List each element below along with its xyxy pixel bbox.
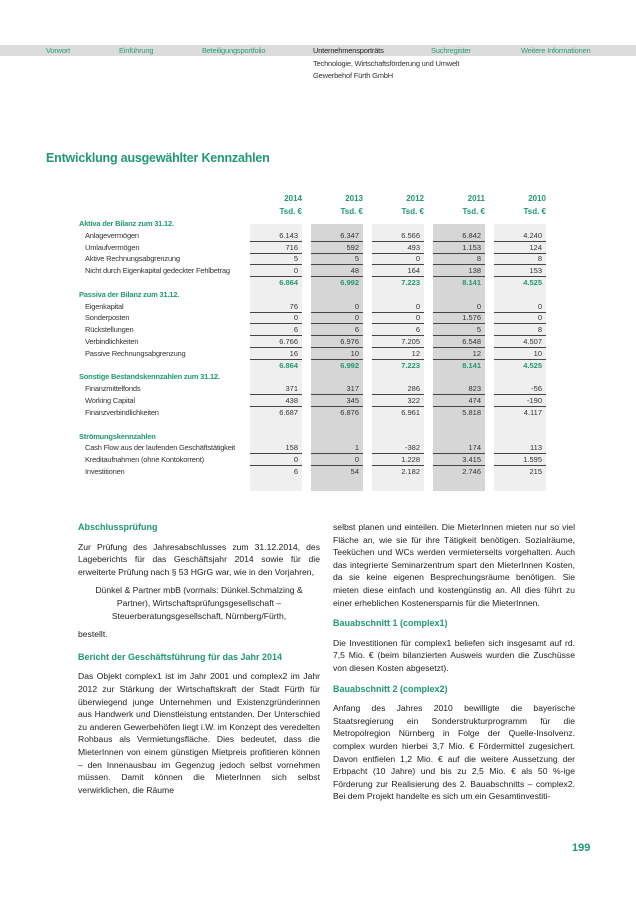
table-cell: 493 [407, 242, 420, 252]
table-cell: 716 [285, 242, 298, 252]
unit-header: Tsd. € [401, 207, 424, 216]
table-cell: 158 [285, 443, 298, 453]
section-heading: Strömungskennzahlen [79, 431, 156, 441]
paragraph-auditor: Dünkel & Partner mbB (vormals: Dünkel.Schmalzing & Partner), Wirtschaftsprüfungsgesellschaft – Steuerberatungsgesellschaft, Nürnberg/Fürth, [95, 585, 303, 621]
year-header: 2012 [406, 194, 424, 203]
row-label: Rückstellungen [85, 325, 134, 335]
row-label: Verbindlichkeiten [85, 337, 139, 346]
total-cell: 6.992 [340, 360, 359, 370]
table-cell: 174 [468, 443, 481, 453]
table-cell: 138 [468, 266, 481, 276]
table-cell: 0 [293, 455, 298, 465]
table-cell: 6 [293, 325, 298, 335]
table-cell: 8 [537, 325, 542, 335]
table-cell: 10 [350, 348, 359, 358]
table-cell: 76 [289, 301, 298, 311]
paragraph-continued: selbst planen und einteilen. Die MieterInnen mieten nur so viel Fläche an, wie sie für ihre Tätigkeit benötigen. Sozialräume, Teeküchen und WCs werden vermieterseits vorgehalten. Auch das integrierte Seminarzentrum spart den MieterInnen Kosten, da sie keine eigenen Besprechungsräume benötigen. Sie mieten diese einfach und kostengünstig an. All dies führt zu einer erheblichen Kostenersparnis für die MieterInnen. [333, 522, 575, 608]
table-cell: 5 [354, 254, 359, 264]
table-cell: 6 [415, 325, 420, 335]
table-cell: 474 [468, 396, 481, 405]
section-heading: Aktiva der Bilanz zum 31.12. [79, 219, 174, 228]
table-cell: 0 [537, 313, 542, 323]
breadcrumb-category: Technologie, Wirtschaftsförderung und Umwelt [313, 59, 460, 68]
table-cell: 322 [407, 396, 420, 405]
nav-item-suchregister[interactable]: Suchregister [431, 46, 471, 55]
table-cell: 0 [415, 301, 420, 311]
table-cell: -382 [404, 443, 420, 453]
table-cell: 6.876 [340, 407, 359, 417]
row-label: Umlaufvermögen [85, 242, 140, 252]
table-cell: 1.576 [462, 313, 481, 323]
paragraph-bestellt: bestellt. [78, 629, 108, 640]
table-cell: 0 [415, 313, 420, 323]
row-label: Investitionen [85, 467, 125, 476]
table-cell: 6 [293, 467, 298, 476]
row-label: Working Capital [85, 396, 135, 405]
nav-item-unternehmensportraets[interactable]: Unternehmensporträts [313, 46, 384, 55]
heading-abschlusspruefung: Abschlussprüfung [78, 522, 158, 532]
table-cell: 2.182 [401, 467, 420, 476]
table-cell: 215 [529, 467, 542, 476]
table-cell: 317 [346, 384, 359, 394]
total-cell: 4.525 [523, 278, 542, 287]
table-cell: 823 [468, 384, 481, 394]
table-cell: 6.842 [462, 230, 481, 240]
section-heading: Passiva der Bilanz zum 31.12. [79, 289, 180, 299]
nav-item-vorwort[interactable]: Vorwort [46, 46, 71, 55]
table-cell: 6.566 [401, 230, 420, 240]
table-cell: 10 [533, 348, 542, 358]
total-cell: 7.223 [401, 360, 420, 370]
table-cell: 0 [293, 266, 298, 276]
section-heading: Sonstige Bestandskennzahlen zum 31.12. [79, 372, 220, 382]
year-header: 2014 [284, 194, 302, 203]
year-header: 2011 [467, 194, 485, 203]
table-cell: 7.205 [401, 337, 420, 346]
table-cell: 6.143 [279, 230, 298, 240]
table-cell: 6.961 [401, 407, 420, 417]
table-cell: 592 [346, 242, 359, 252]
table-cell: 3.415 [462, 455, 481, 465]
table-cell: 286 [407, 384, 420, 394]
total-cell: 6.864 [279, 278, 298, 287]
row-label: Eigenkapital [85, 301, 124, 311]
table-cell: 345 [346, 396, 359, 405]
nav-item-beteiligungsportfolio[interactable]: Beteiligungsportfolio [202, 46, 266, 55]
table-cell: 371 [285, 384, 298, 394]
row-label: Sonderposten [85, 313, 130, 323]
unit-header: Tsd. € [462, 207, 485, 216]
table-cell: 164 [407, 266, 420, 276]
table-cell: 1.153 [462, 242, 481, 252]
table-cell: 0 [537, 301, 542, 311]
unit-header: Tsd. € [340, 207, 363, 216]
total-cell: 8.141 [462, 278, 481, 287]
heading-bauabschnitt-1: Bauabschnitt 1 (complex1) [333, 618, 448, 629]
table-cell: 153 [529, 266, 542, 276]
unit-header: Tsd. € [523, 207, 546, 216]
nav-item-weitere-informationen[interactable]: Weitere Informationen [521, 46, 591, 55]
table-cell: 4.117 [523, 407, 542, 417]
table-cell: 113 [530, 443, 542, 453]
paragraph-bauabschnitt-2: Anfang des Jahres 2010 bewilligte die bayerische Staatsregierung ein Sonderstrukturprogramm für die Metropolregion Nürnberg in Folge der Quelle-Insolvenz. complex wurden hierbei 3,7 Mio. € Fördermittel zugesichert. Davon entfielen 1,2 Mio. € auf die weitere Aussetzung der Erbpacht (10 Jahre) und bis zu 2,5 Mio. € als 50 %-ige Förderung zur Realisierung des 2. Bauabschnitts – complex2. Bei dem Projekt handelte es sich um ein Gesamtinvestiti- [333, 703, 575, 802]
table-cell: 48 [350, 266, 359, 276]
total-cell: 6.992 [340, 278, 359, 287]
table-cell: 16 [289, 348, 298, 358]
table-cell: 6.347 [340, 230, 359, 240]
total-cell: 6.864 [279, 360, 298, 370]
table-cell: 5.818 [462, 407, 481, 417]
table-cell: -190 [526, 396, 542, 405]
table-cell: 4.507 [523, 337, 542, 346]
heading-bericht: Bericht der Geschäftsführung für das Jahr 2014 [78, 651, 283, 662]
total-cell: 7.223 [401, 278, 420, 287]
table-cell: 8 [476, 254, 481, 264]
table-cell: 0 [354, 313, 359, 323]
table-cell: 4.240 [523, 230, 542, 240]
table-cell: 0 [354, 301, 359, 311]
table-cell: 12 [411, 348, 420, 358]
breadcrumb-company: Gewerbehof Fürth GmbH [313, 71, 393, 80]
table-cell: -56 [531, 384, 542, 394]
top-navigation [0, 45, 636, 56]
table-cell: 0 [293, 313, 298, 323]
year-header: 2013 [345, 194, 363, 203]
page-number: 199 [572, 842, 591, 854]
unit-header: Tsd. € [279, 207, 302, 216]
row-label: Aktive Rechnungsabgrenzung [85, 254, 180, 264]
row-label: Passive Rechnungsabgrenzung [85, 348, 186, 358]
table-cell: 2.746 [462, 467, 481, 476]
row-label: Kreditaufnahmen (ohne Kontokorrent) [85, 455, 204, 465]
table-cell: 5 [293, 254, 298, 264]
row-label: Anlagevermögen [85, 230, 139, 240]
table-cell: 1.228 [401, 455, 420, 465]
table-cell: 0 [354, 455, 359, 465]
page-title: Entwicklung ausgewählter Kennzahlen [46, 151, 270, 165]
nav-item-einfuehrung[interactable]: Einführung [119, 46, 154, 55]
table-cell: 8 [537, 254, 542, 264]
table-cell: 54 [350, 467, 359, 476]
left-text-column [78, 521, 320, 802]
total-cell: 4.525 [523, 360, 542, 370]
table-cell: 0 [476, 301, 481, 311]
row-label: Finanzverbindlichkeiten [85, 407, 159, 417]
row-label: Finanzmittelfonds [85, 384, 141, 394]
heading-bauabschnitt-2: Bauabschnitt 2 (complex2) [333, 683, 448, 694]
paragraph-bauabschnitt-1: Die Investitionen für complex1 beliefen sich insgesamt auf rd. 7,5 Mio. € (beim bilanzierten Ausweis wurden die Zuschüsse von diesen Kosten abgesetzt). [333, 637, 575, 673]
table-cell: 6.766 [279, 337, 298, 346]
paragraph-bericht: Das Objekt complex1 ist im Jahr 2001 und complex2 im Jahr 2012 zur Stärkung der Wirtschaftskraft der Stadt Fürth für überwiegend junge Unternehmen und Existenzgründerinnen aus Handwerk und Dienstleistung entstanden. Der Unterschied zu anderen Gewerbehöfen liegt i.W. im Konzept des veredelten Rohbaus als Vermietungsfläche. Dies bedeutet, dass die MieterInnen von einem günstigen Mietpreis profitieren können – den Innenausbau im Gegenzug jedoch selbst vornehmen müssen. Damit können die MieterInnen sich selbst verwirklichen, die Räume [78, 671, 320, 795]
year-header: 2010 [528, 194, 546, 203]
table-cell: 12 [472, 348, 481, 358]
row-label: Cash Flow aus der laufenden Geschäftstätigkeit [85, 443, 236, 453]
right-text-column [333, 521, 575, 809]
table-cell: 6 [354, 325, 359, 335]
table-cell: 1.595 [523, 455, 542, 465]
table-cell: 6.687 [279, 407, 298, 417]
table-cell: 5 [476, 325, 481, 335]
total-cell: 8.141 [462, 360, 481, 370]
row-label: Nicht durch Eigenkapital gedeckter Fehlbetrag [85, 266, 230, 276]
table-cell: 0 [415, 254, 420, 264]
table-cell: 6.548 [462, 337, 481, 346]
table-cell: 1 [354, 443, 359, 453]
table-cell: 6.976 [340, 337, 359, 346]
table-cell: 438 [285, 396, 298, 405]
paragraph-audit-intro: Zur Prüfung des Jahresabschlusses zum 31.12.2014, des Lageberichts für das Geschäftsjahr 2014 sowie für die erweiterte Prüfung nach § 53 HGrG war, wie in den Vorjahren, [78, 541, 320, 577]
table-cell: 124 [529, 242, 542, 252]
